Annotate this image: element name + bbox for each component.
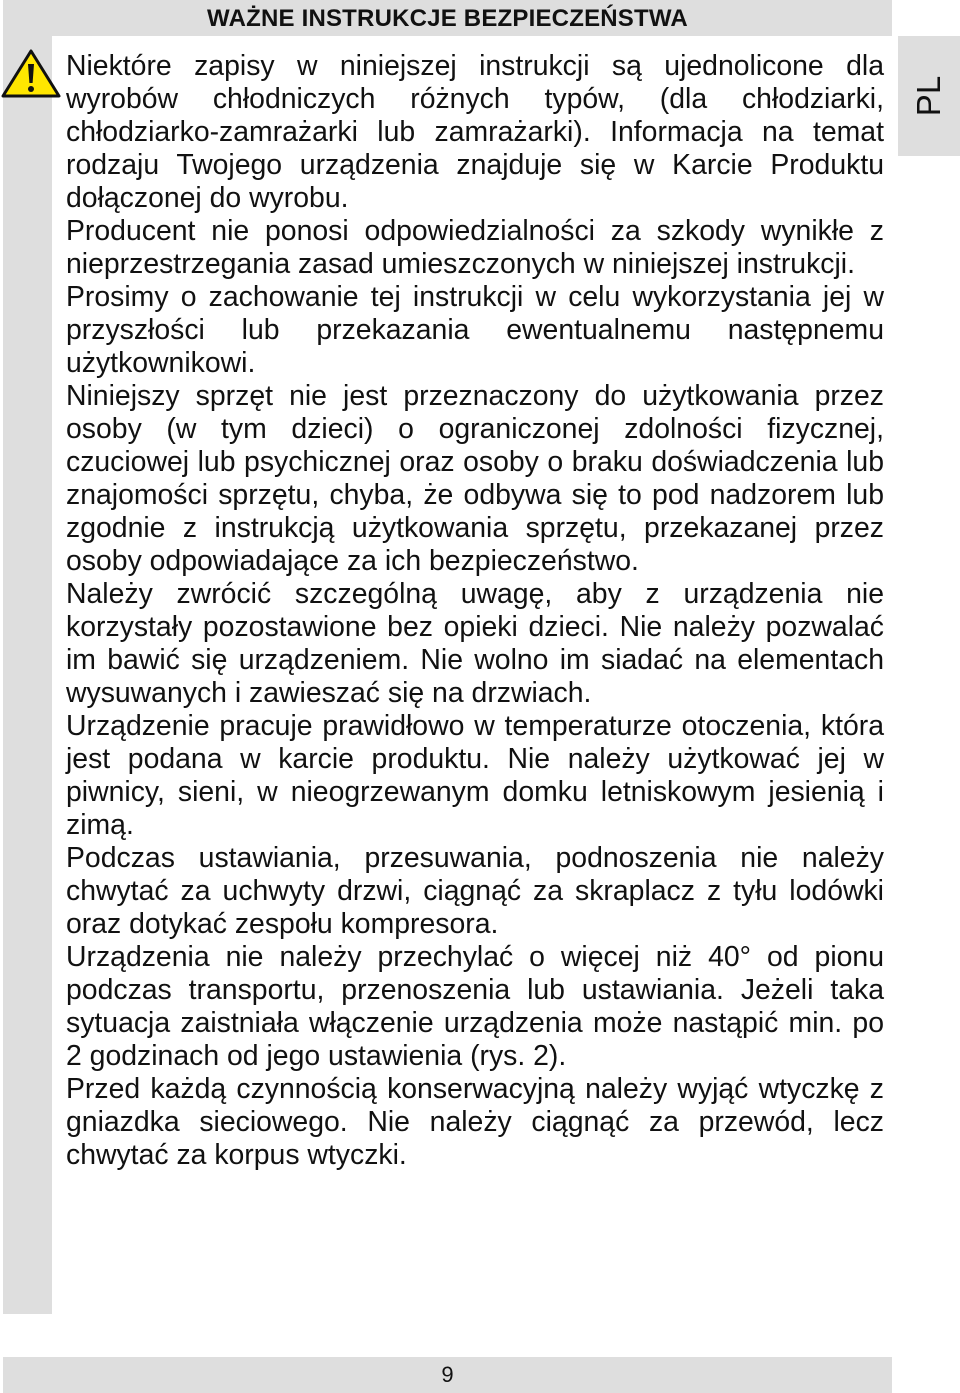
instructions-body xyxy=(66,50,884,1172)
paragraph: Niniejszy sprzęt nie jest przeznaczony do użytkowania przez osoby (w tym dzieci) o ograniczonej zdolności fizycznej, czuciowej lub psychicznej oraz osoby o braku doświadczenia lub znajomości sprzętu, chyba, że odbywa się to pod nadzorem lub zgodnie z instrukcją użytkowania sprzętu, przekazanej przez osoby odpowiadające za ich bezpieczeństwo. xyxy=(66,380,884,577)
paragraph: Należy zwrócić szczególną uwagę, aby z urządzenia nie korzystały pozostawione bez opieki dzieci. Nie należy pozwalać im bawić się urządzeniem. Nie wolno im siadać na elementach wysuwanych i zawieszać się na drzwiach. xyxy=(66,578,884,709)
paragraph: Prosimy o zachowanie tej instrukcji w celu wykorzystania jej w przyszłości lub przekazania ewentualnemu następnemu użytkownikowi. xyxy=(66,281,884,379)
warning-triangle-icon xyxy=(0,47,62,99)
page-number: 9 xyxy=(441,1362,454,1387)
paragraph: Urządzenia nie należy przechylać o więcej niż 40° od pionu podczas transportu, przenoszenia lub ustawiania. Jeżeli taka sytuacja zaistniała włączenie urządzenia może nastąpić min. po 2 godzinach od jego ustawienia (rys. 2). xyxy=(66,941,884,1072)
language-label: PL xyxy=(910,75,947,117)
header-bar xyxy=(3,0,892,36)
left-margin-bar xyxy=(3,36,52,1314)
paragraph: Producent nie ponosi odpowiedzialności za szkody wynikłe z nieprzestrzegania zasad umieszczonych w niniejszej instrukcji. xyxy=(66,215,884,280)
footer-bar xyxy=(3,1357,892,1393)
page-title: WAŻNE INSTRUKCJE BEZPIECZEŃSTWA xyxy=(207,5,688,32)
paragraph: Niektóre zapisy w niniejszej instrukcji są ujednolicone dla wyrobów chłodniczych różnych typów, (dla chłodziarki, chłodziarko-zamrażarki lub zamrażarki). Informacja na temat rodzaju Twojego urządzenia znajduje się w Karcie Produktu dołączonej do wyrobu. xyxy=(66,50,884,214)
paragraph: Urządzenie pracuje prawidłowo w temperaturze otoczenia, która jest podana w karcie produktu. Nie należy użytkować jej w piwnicy, sieni, w nieogrzewanym domku letniskowym jesienią i zimą. xyxy=(66,710,884,841)
paragraph: Przed każdą czynnością konserwacyjną należy wyjąć wtyczkę z gniazdka sieciowego. Nie należy ciągnąć za przewód, lecz chwytać za korpus wtyczki. xyxy=(66,1073,884,1171)
paragraph: Podczas ustawiania, przesuwania, podnoszenia nie należy chwytać za uchwyty drzwi, ciągnąć za skraplacz z tyłu lodówki oraz dotykać zespołu kompresora. xyxy=(66,842,884,940)
